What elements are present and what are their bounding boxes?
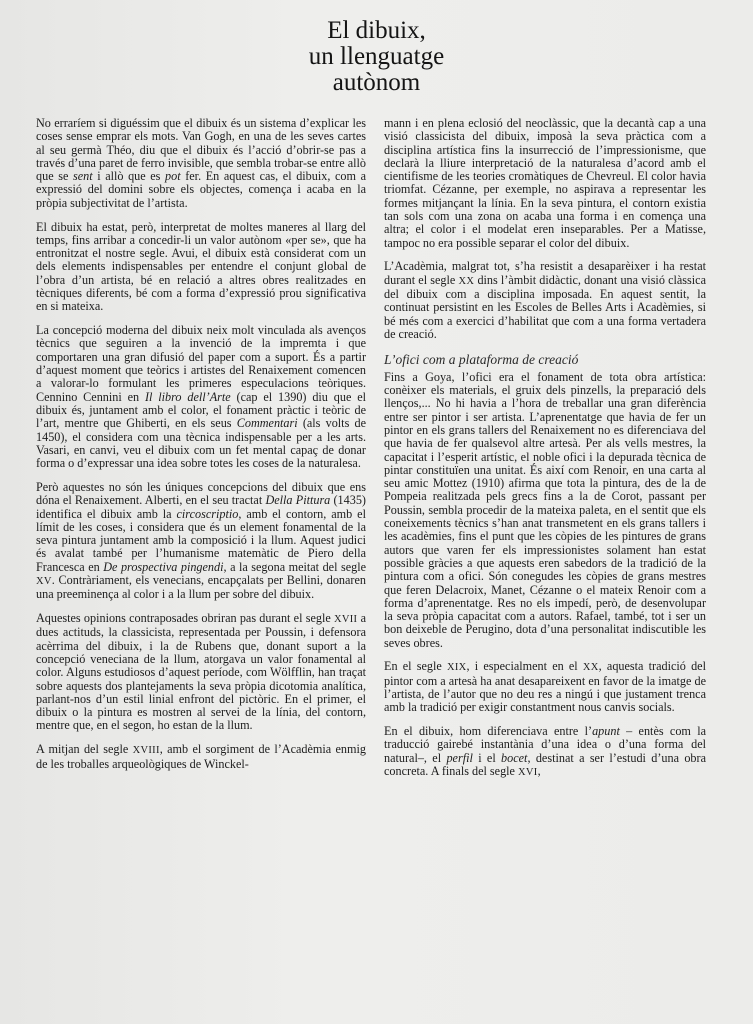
text-run: Però aquestes no són les úniques concepcions del dibuix que ens dóna el Renaixement. Alberti, en el seu tractat [36,479,366,508]
title-line-2: un llenguatge [308,43,445,70]
small-caps-numeral: XX [582,662,599,674]
small-caps-numeral: XVIII [132,745,160,757]
text-run: , [537,764,541,779]
right-column [384,117,706,790]
paragraph [36,481,366,602]
paragraph [384,117,706,250]
left-column [36,117,366,781]
paragraph [384,371,706,650]
small-caps-numeral: XIX [446,662,467,674]
text-run: A mitjan del segle [36,742,133,757]
italic-text: Della Pittura [265,493,331,508]
text-run: fer. En aquest cas, el dibuix, com a expressió del domini sobre els objectes, comença i acaba en la pròpia subjectivitat de l’artista. [36,169,366,210]
text-run: , a la segona meitat del segle [223,559,366,574]
italic-text: apunt [592,724,620,739]
text-run: (als volts de 1450), el considera com una tècnica indispensable per a les arts. Vasari, en canvi, veu el dibuix com un fet mental capaç de donar forma o d’expressar una idea sobre totes les coses de la naturalesa. [36,416,366,471]
text-run: (1435) identifica el dibuix amb la [36,493,366,521]
paragraph [384,260,706,341]
paragraph [384,725,706,779]
text-run: a dues actituds, la classicista, representada per Poussin, i defensora acèrrima del dibuix, i la de Rubens que, donant suport a la concepció veneciana de la llum, atorgava un valor fonamental al color. Alguns estudiosos d’aquest període, com Wölfflin, han traçat sobre aquests dos plantejaments la seva pròpia dicotomia analítica, parlant-nos d’un estil linial enfront del pictòric. En el primer, el dibuix o la pintura es mostren al servei de la línia, del contorn, mentre que, en el segon, ho estan de la llum. [36,611,366,733]
italic-text: bocet [501,750,528,765]
text-run: Aquestes opinions contraposades obriran pas durant el segle [36,611,334,626]
section-subheading: L’ofici com a plataforma de creació [384,351,579,367]
italic-text: circoscriptio [176,506,239,521]
italic-text: perfil [446,750,473,765]
italic-text: Commentari [236,416,298,431]
text-run: i allò que es [92,169,166,184]
small-caps-numeral: XV [36,576,52,587]
italic-text: pot [165,169,181,184]
text-run: En el dibuix, hom diferenciava entre l’ [384,724,593,739]
small-caps-numeral: XX [458,275,475,287]
text-run: i el [472,750,502,765]
paragraph [36,612,366,733]
italic-text: De prospectiva pingendi [103,559,224,574]
text-run: , i especialment en el [466,659,583,674]
paragraph [384,660,706,714]
article-title [0,18,753,96]
text-run: Fins a Goya, l’ofici era el fonament de tota obra artística: conèixer els materials, el gruix dels pinzells, la preparació dels llenços,... No hi havia a l’hora de treballar una gran diferència entre ser pintor i ser artista. L’aprenentatge que havia de fer un pintor en els grans tallers del Renaixement no es diferenciava del que havia de fer qualsevol altre artesà. Per als vells mestres, la capacitat i l’esperit artístic, el noble ofici i la depurada tècnica de pintar constituïen una unitat. És així com Renoir, en una carta al seu amic Mottez (1910) afirma que tota la pintura, des de la de Pompeia realitzada pels grecs fins a la de Corot, passant per Poussin, sembla procedir de la mateixa paleta, en el sentit que els coneixements tècnics s’han anat transmetent en els grans tallers i les acadèmies, fins el punt que les còpies de les pintures de grans autors que varen fer els impressionistes solament han estat possible gràcies a que aquests eren sabedors de la tradició de la pintura com a ofici. Són conegudes les còpies de grans mestres que feren Delacroix, Manet, Cézanne o el mateix Renoir com a forma d’aprenentatge. Res no els impedí, però, de desenvolupar la seva pròpia capacitat com a autors. Rafael, també, tot i ser un bon deixeble de Perugino, dota d’una personalitat indiscutible les seves obres. [384,369,706,650]
text-run: No erraríem si diguéssim que el dibuix és un sistema d’explicar les coses sense emprar els mots. Van Gogh, en una de les seves cartes al seu germà Théo, diu que el dibuix és l’acció d’obrir-se pas a través d’una paret de ferro invisible, que sembla trobar-se entre allò que se [36,116,366,184]
title-line-1: El dibuix, [327,17,426,44]
text-run: , amb el contorn, amb el límit de les coses, i considera que és un element fonamental de la seva pintura juntament amb la composició i la llum. Aquest judici és avalat també per l’humanisme matemàtic de Piero della Francesca en [36,506,366,574]
text-run: , aquesta tradició del pintor com a artesà ha anat desapareixent en favor de la imatge de l’artista, de l’autor que no deu res a ningú i que justament trenca amb la tradició per exigir constantment nous canvis socials. [384,659,706,715]
text-run: (cap el 1390) diu que el dibuix és, juntament amb el color, el fonament pràctic i teòric de l’art, mentre que Ghiberti, en els seus [36,389,366,431]
text-run: – entès com la traducció gairebé instantània d’una idea o d’una forma del natural–, el [384,724,706,765]
paragraph [36,117,366,210]
paragraph [36,324,366,470]
small-caps-numeral: XVII [333,614,358,626]
text-run: En el segle [384,659,447,674]
italic-text: Il libro dell’Arte [144,389,231,404]
text-run: El dibuix ha estat, però, interpretat de moltes maneres al llarg del temps, fins arribar a concedir-li un valor autònom «per se», que ha entronitzat el nostre segle. Avui, el dibuix està considerat com un dels elements indispensables per entendre el conjunt global de l’obra d’un artista, bé en relació a altres obres realitzades en tècniques diferents, bé com a forma d’expressió prou significativa en si mateixa. [36,219,366,314]
text-run: , amb el sorgiment de l’Acadèmia enmig de les troballes arqueològiques de Winckel- [36,742,366,771]
italic-text: sent [72,169,93,184]
title-line-3: autònom [332,69,421,96]
text-run: , destinat a ser l’estudi d’una obra concreta. A finals del segle [384,750,706,779]
text-run: . Contràriament, els venecians, encapçalats per Bellini, donaren una preeminença al color i a la llum per sobre del dibuix. [36,573,366,602]
paragraph [36,221,366,314]
text-run: L’Acadèmia, malgrat tot, s’ha resistit a desaparèixer i ha restat durant el segle [384,259,706,287]
paragraph [36,743,366,771]
small-caps-numeral: XVI [518,767,538,779]
text-run: La concepció moderna del dibuix neix molt vinculada als avenços tècnics que seguiren a la invenció de la impremta i que comportaren una gran difusió del paper com a suport. És a partir d’aquest moment que teòrics i artistes del Renaixement comencen a valorar-lo formulant les primeres especulacions teòriques. Cennino Cennini en [36,323,366,404]
text-run: dins l’àmbit didàctic, donant una visió clàssica del dibuix com a disciplina imposada. En aquest sentit, la continuat persistint en les Escoles de Belles Arts i Acadèmies, si bé més com a exercici d’habilitat que com a una forma vertadera de creació. [384,272,706,341]
text-run: mann i en plena eclosió del neoclàssic, que la decantà cap a una visió classicista del dibuix, imposà la seva pràctica com a disciplina artística fins la insurrecció de l’impressionisme, que declarà la lliure interpretació de la naturalesa d’acord amb el cientifisme de les teories cromàtiques de Chevreul. El color havia triomfat. Cézanne, per exemple, no aspirava a representar les formes mitjançant la línia. En la seva pintura, el contorn existia tan sols com una zona on acaba una forma i en comença una altra; el color i el modelat eren inseparables. Per a Matisse, tampoc no era possible separar el color del dibuix. [384,116,706,250]
